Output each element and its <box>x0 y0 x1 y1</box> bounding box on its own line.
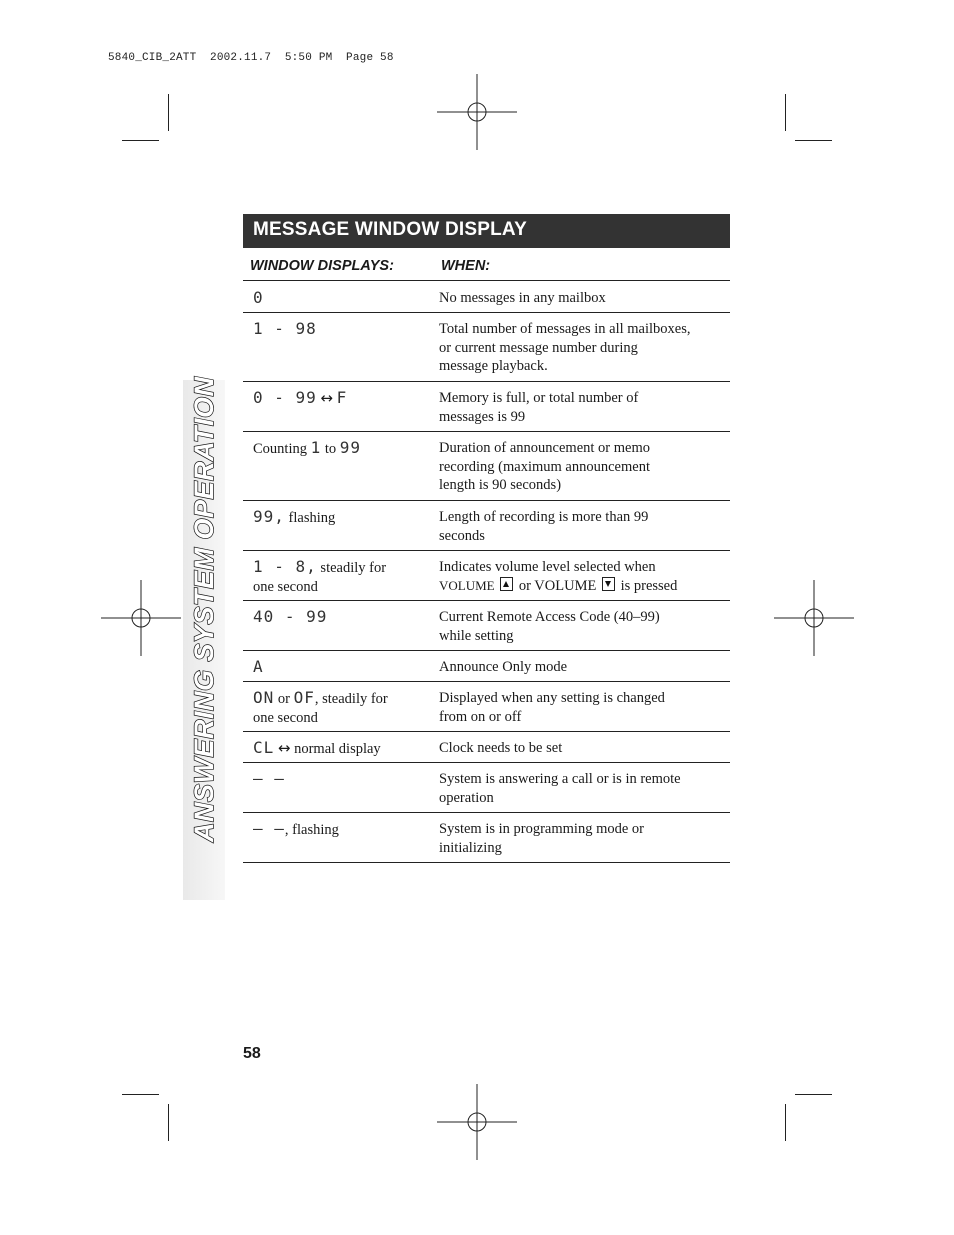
when-text: Memory is full, or total number of <box>439 390 639 406</box>
lcd-text: 99, <box>253 507 285 526</box>
lcd-text: 1 <box>310 438 322 457</box>
table-row <box>243 382 730 432</box>
when-text: messages is 99 <box>439 408 526 425</box>
display-text: , flashing <box>284 822 339 838</box>
volume-up-icon <box>500 577 513 591</box>
lcd-text: 1 - 8, <box>253 557 317 576</box>
when-text: System is in programming mode or <box>439 821 644 837</box>
lcd-text: – – <box>253 819 285 838</box>
double-arrow-icon: ↔ <box>277 739 291 757</box>
display-text: steadily for <box>320 560 387 576</box>
table-row <box>243 282 730 313</box>
registration-mark-icon <box>437 72 517 152</box>
display-text: normal display <box>294 741 381 757</box>
display-text: flashing <box>288 510 336 526</box>
when-text: message playback. <box>439 358 548 374</box>
table-row <box>243 682 730 732</box>
crop-mark <box>785 1104 786 1141</box>
lcd-text: 0 <box>253 288 264 307</box>
display-table <box>243 282 730 863</box>
registration-mark-icon <box>101 578 181 658</box>
lcd-text: F <box>336 388 348 407</box>
when-text: or current message number during <box>439 339 638 356</box>
lcd-text: CL <box>253 738 275 757</box>
display-text: Counting <box>253 441 307 457</box>
table-row <box>243 763 730 813</box>
when-text: Current Remote Access Code (40–99) <box>439 609 660 625</box>
when-text: operation <box>439 789 494 806</box>
volume-label: VOLUME <box>439 577 495 593</box>
display-text: to <box>324 441 337 457</box>
lcd-text: OF <box>293 688 315 707</box>
table-row <box>243 313 730 382</box>
crop-mark <box>122 1094 159 1095</box>
when-text: Duration of announcement or memo <box>439 440 650 456</box>
table-row <box>243 732 730 763</box>
lcd-text: 40 - 99 <box>253 607 328 626</box>
when-text: while setting <box>439 627 514 644</box>
column-header-display: WINDOW DISPLAYS: <box>250 258 394 274</box>
when-text: Announce Only mode <box>439 659 568 675</box>
lcd-text: 0 - 99 <box>253 388 317 407</box>
registration-mark-icon <box>437 1082 517 1162</box>
crop-mark <box>122 140 159 141</box>
print-slug: 5840_CIB_2ATT 2002.11.7 5:50 PM Page 58 <box>108 52 394 64</box>
when-text: is pressed <box>620 577 678 594</box>
section-header <box>243 214 730 248</box>
when-text: Displayed when any setting is changed <box>439 690 665 706</box>
when-text: Total number of messages in all mailboxes, <box>439 321 691 337</box>
when-text: No messages in any mailbox <box>439 290 606 306</box>
when-text: from on or off <box>439 708 522 725</box>
side-tab-label: ANSWERING SYSTEM OPERATION <box>189 376 219 842</box>
crop-mark <box>795 140 832 141</box>
table-row <box>243 432 730 501</box>
table-row <box>243 551 730 601</box>
lcd-text: 1 - 98 <box>253 319 317 338</box>
section-title: MESSAGE WINDOW DISPLAY <box>253 219 527 240</box>
when-text: Indicates volume level selected when <box>439 559 656 575</box>
when-text: seconds <box>439 527 485 544</box>
lcd-text: 99 <box>339 438 362 457</box>
when-text: recording (maximum announcement <box>439 458 650 475</box>
lcd-text: ON <box>253 688 275 707</box>
lcd-text: A <box>253 657 264 676</box>
column-header-when: WHEN: <box>441 258 491 274</box>
when-text: initializing <box>439 839 502 856</box>
crop-mark <box>168 94 169 131</box>
page-number: 58 <box>243 1045 261 1062</box>
display-text: or <box>277 691 290 707</box>
volume-label: or VOLUME <box>518 577 597 594</box>
crop-mark <box>795 1094 832 1095</box>
column-headers <box>243 256 730 281</box>
table-row <box>243 813 730 863</box>
when-text: System is answering a call or is in remote <box>439 771 681 787</box>
when-text: Clock needs to be set <box>439 740 563 756</box>
table-row <box>243 501 730 551</box>
double-arrow-icon: ↔ <box>320 389 333 407</box>
table-row <box>243 601 730 651</box>
crop-mark <box>168 1104 169 1141</box>
display-text: one second <box>253 709 318 726</box>
when-text: length is 90 seconds) <box>439 477 562 493</box>
table-row <box>243 651 730 682</box>
display-text: , steadily for <box>314 691 388 707</box>
registration-mark-icon <box>774 578 854 658</box>
when-text: Length of recording is more than 99 <box>439 509 649 525</box>
crop-mark <box>785 94 786 131</box>
display-text: one second <box>253 578 318 595</box>
when-text <box>439 577 729 596</box>
lcd-text: – – <box>253 769 285 788</box>
volume-down-icon <box>602 577 615 591</box>
